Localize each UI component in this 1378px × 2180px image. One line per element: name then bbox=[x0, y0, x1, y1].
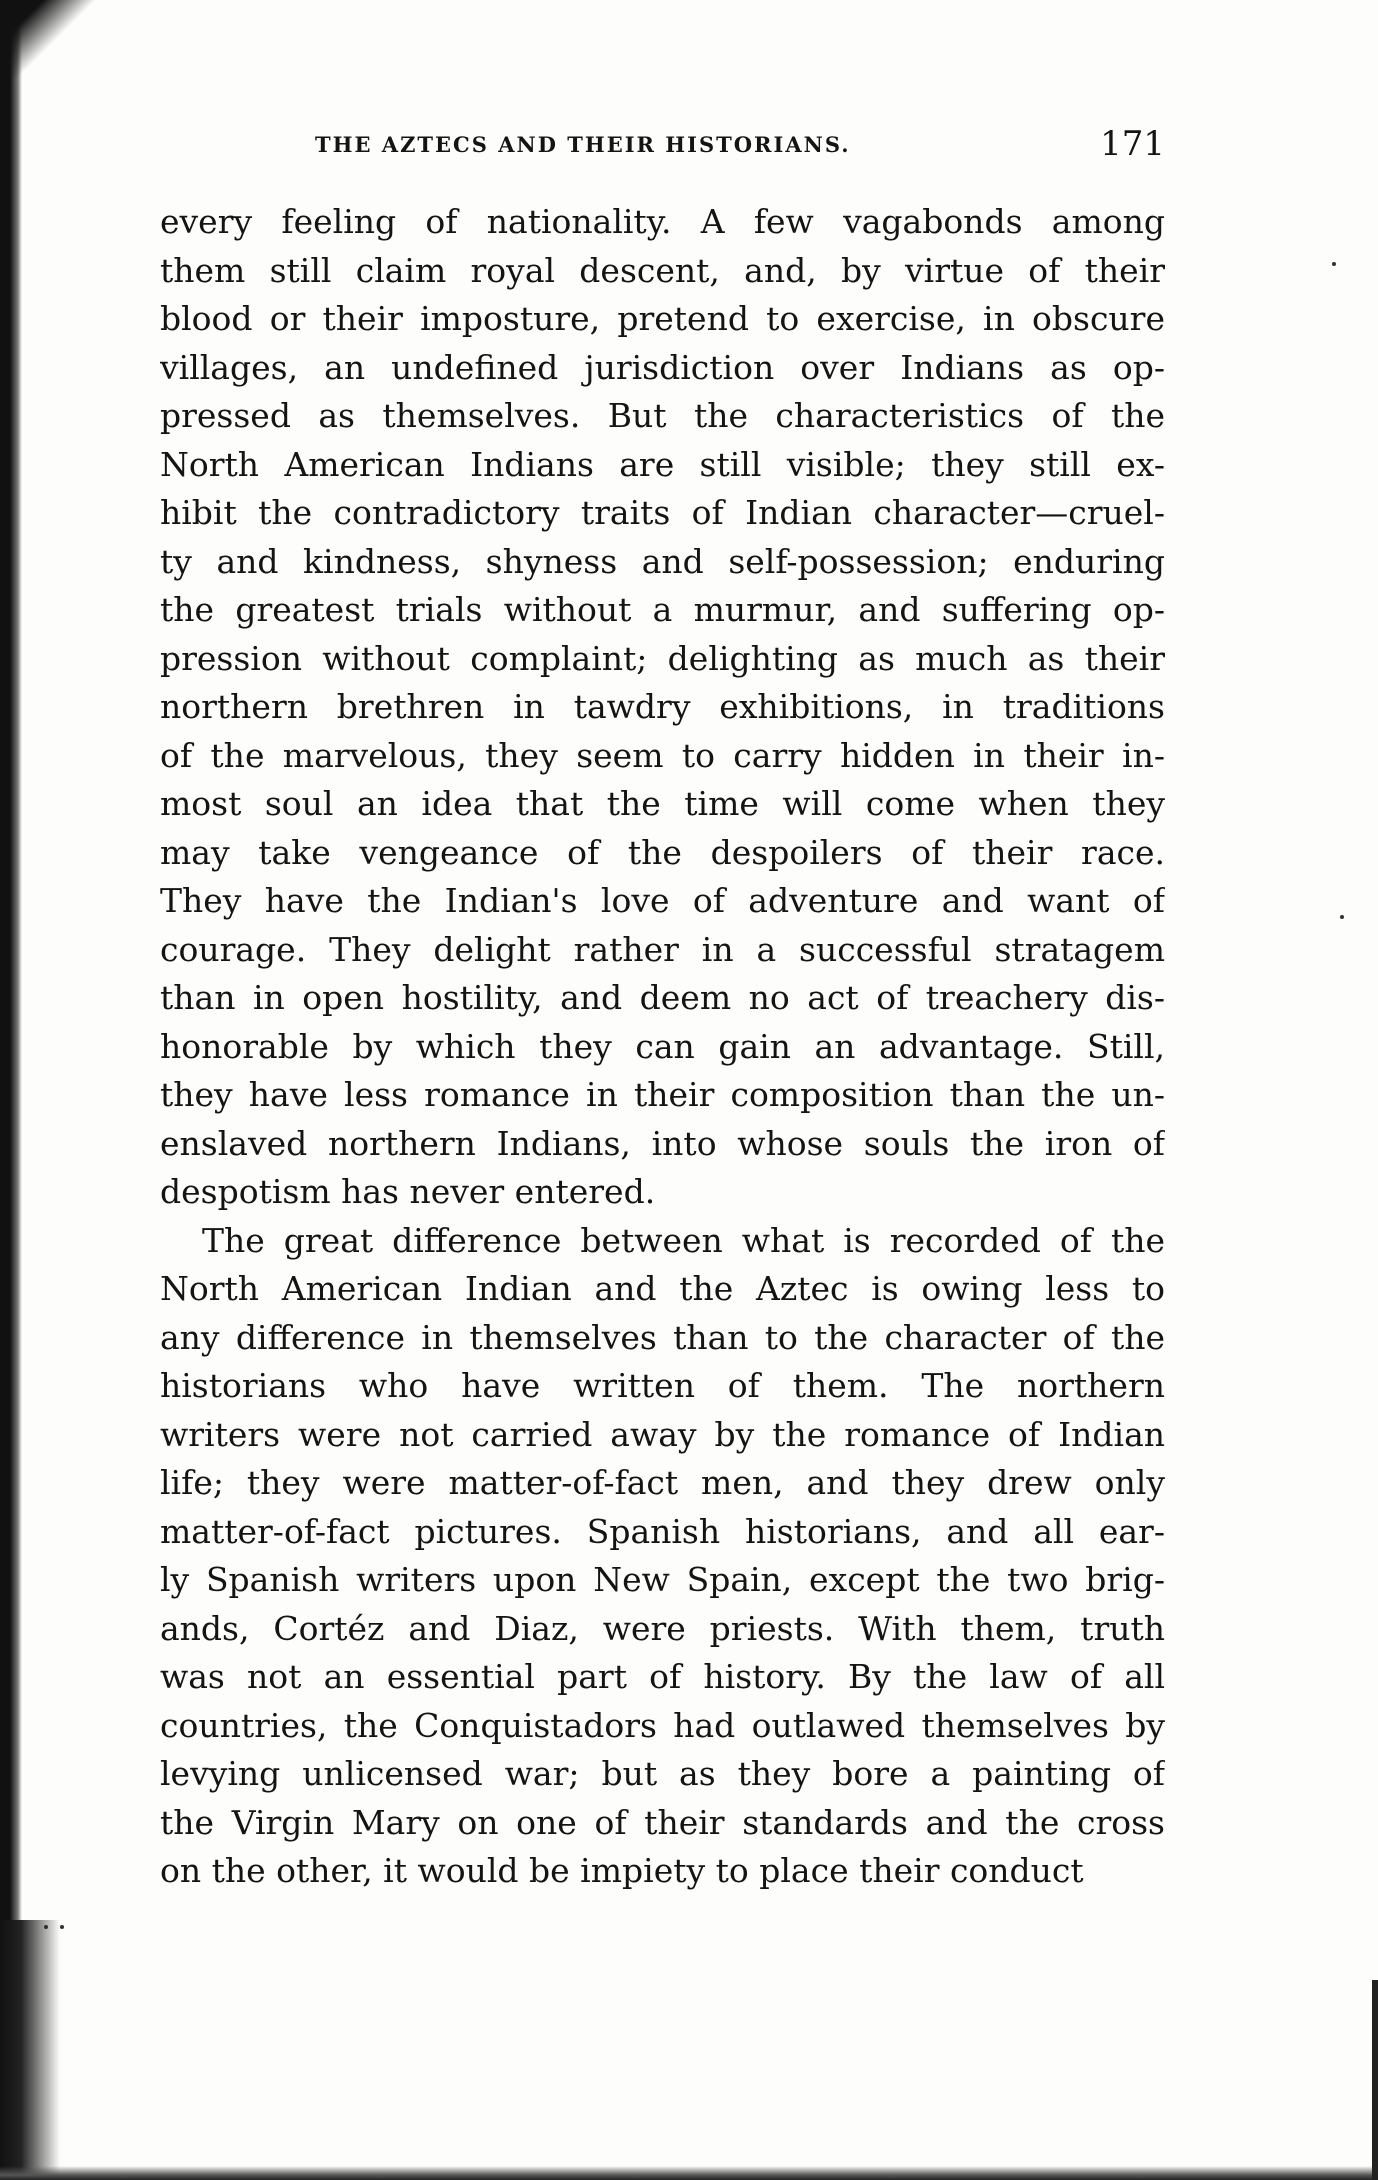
text-line: the greatest trials without a murmur, and suffering op- bbox=[160, 590, 1165, 629]
text-line: blood or their imposture, pretend to exercise, in obscure bbox=[160, 299, 1165, 338]
running-head bbox=[160, 124, 1165, 164]
text-line: them still claim royal descent, and, by virtue of their bbox=[160, 250, 1165, 290]
text-line: North American Indian and the Aztec is owing less to bbox=[160, 1269, 1165, 1308]
text-line: may take vengeance of the despoilers of their race. bbox=[160, 832, 1165, 872]
binding-shadow bbox=[0, 0, 22, 2180]
text-line: North American Indians are still visible; they still ex- bbox=[160, 444, 1165, 484]
paragraph bbox=[160, 198, 1165, 1217]
text-line: matter-of-fact pictures. Spanish historians, and all ear- bbox=[160, 1511, 1165, 1551]
paper-speck bbox=[1340, 915, 1344, 919]
text-line: than in open hostility, and deem no act of treachery dis- bbox=[160, 978, 1165, 1017]
text-line: The great difference between what is recorded of the bbox=[202, 1220, 1165, 1260]
paper-speck bbox=[60, 1925, 64, 1929]
text-line: countries, the Conquistadors had outlawed themselves by bbox=[160, 1705, 1165, 1745]
text-line: every feeling of nationality. A few vagabonds among bbox=[160, 202, 1165, 241]
text-line: courage. They delight rather in a successful stratagem bbox=[160, 929, 1165, 969]
text-line: of the marvelous, they seem to carry hidden in their in- bbox=[160, 735, 1165, 775]
paragraph bbox=[160, 1217, 1165, 1896]
text-line: writers were not carried away by the romance of Indian bbox=[160, 1414, 1165, 1454]
paper-speck bbox=[1332, 262, 1336, 266]
running-head-title: THE AZTECS AND THEIR HISTORIANS. bbox=[315, 132, 851, 157]
text-line: they have less romance in their composition than the un- bbox=[160, 1075, 1165, 1114]
text-line: life; they were matter-of-fact men, and they drew only bbox=[160, 1463, 1165, 1502]
text-line: enslaved northern Indians, into whose souls the iron of bbox=[160, 1123, 1165, 1163]
page-bottom-edge bbox=[0, 2166, 1378, 2180]
text-line: on the other, it would be impiety to place their conduct bbox=[160, 1851, 1084, 1890]
binding-shadow-bottom bbox=[0, 1920, 60, 2180]
text-line: villages, an undefined jurisdiction over Indians as op- bbox=[160, 347, 1165, 387]
text-line: hibit the contradictory traits of Indian character—cruel- bbox=[160, 493, 1165, 532]
text-line: honorable by which they can gain an advantage. Still, bbox=[160, 1026, 1165, 1066]
text-line: any difference in themselves than to the character of the bbox=[160, 1317, 1165, 1357]
text-line: ty and kindness, shyness and self-possession; enduring bbox=[160, 541, 1165, 581]
text-line: ands, Cortéz and Diaz, were priests. With them, truth bbox=[160, 1608, 1165, 1648]
text-line: historians who have written of them. The northern bbox=[160, 1366, 1165, 1405]
text-line: levying unlicensed war; but as they bore a painting of bbox=[160, 1754, 1165, 1793]
text-line: pression without complaint; delighting as much as their bbox=[160, 638, 1165, 678]
page-number: 171 bbox=[1100, 124, 1165, 164]
text-line: pressed as themselves. But the characteristics of the bbox=[160, 396, 1165, 435]
text-line: They have the Indian's love of adventure and want of bbox=[160, 881, 1165, 920]
text-line: most soul an idea that the time will come when they bbox=[160, 784, 1165, 823]
text-line: was not an essential part of history. By the law of all bbox=[160, 1657, 1165, 1696]
text-line: the Virgin Mary on one of their standards and the cross bbox=[160, 1802, 1165, 1842]
text-line: northern brethren in tawdry exhibitions, in traditions bbox=[160, 687, 1165, 726]
text-line: despotism has never entered. bbox=[160, 1172, 656, 1211]
paper-speck bbox=[44, 1925, 48, 1929]
body-text bbox=[160, 198, 1165, 1896]
text-line: ly Spanish writers upon New Spain, except the two brig- bbox=[160, 1560, 1165, 1599]
binding-shadow-top bbox=[0, 0, 150, 90]
page-right-edge bbox=[1372, 1980, 1378, 2180]
